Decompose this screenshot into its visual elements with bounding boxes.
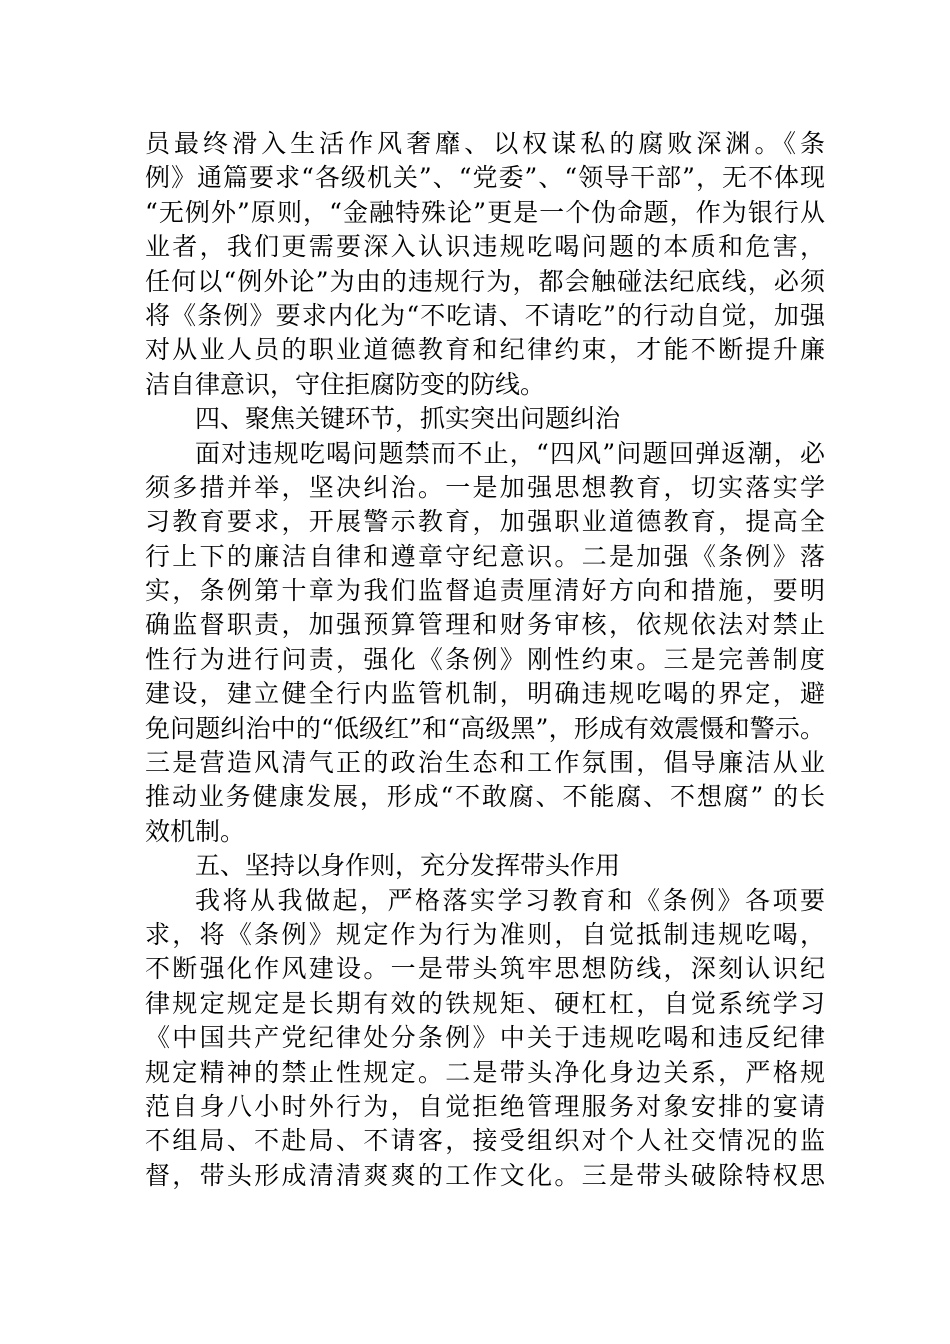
section-heading: 四、聚焦关键环节，抓实突出问题纠治	[195, 404, 621, 434]
text-line: 我将从我做起，严格落实学习教育和《条例》各项要	[195, 885, 825, 915]
section-heading: 五、坚持以身作则，充分发挥带头作用	[195, 851, 621, 881]
text-line: “无例外”原则，“金融特殊论”更是一个伪命题，作为银行从	[145, 197, 825, 227]
text-line: 洁自律意识，守住拒腐防变的防线。	[145, 369, 546, 399]
text-line: 面对违规吃喝问题禁而不止，“四风”问题回弹返潮，必	[195, 438, 825, 468]
text-line: 实，条例第十章为我们监督追责厘清好方向和措施，要明	[145, 576, 825, 606]
text-line: 将《条例》要求内化为“不吃请、不请吃”的行动自觉，加强	[145, 300, 825, 330]
text-line: 习教育要求，开展警示教育，加强职业道德教育，提高全	[145, 507, 825, 537]
text-line: 行上下的廉洁自律和遵章守纪意识。二是加强《条例》落	[145, 541, 825, 571]
text-line: 免问题纠治中的“低级红”和“高级黑”，形成有效震慑和警示。	[145, 713, 825, 743]
text-line: 推动业务健康发展，形成“不敢腐、不能腐、不想腐” 的长	[145, 782, 825, 812]
text-line: 业者，我们更需要深入认识违规吃喝问题的本质和危害，	[145, 232, 825, 262]
text-line: 规定精神的禁止性规定。二是带头净化身边关系，严格规	[145, 1057, 825, 1087]
document-body	[145, 127, 825, 1193]
text-line: 例》通篇要求“各级机关”、“党委”、“领导干部”，无不体现	[145, 163, 825, 193]
text-line: 须多措并举，坚决纠治。一是加强思想教育，切实落实学	[145, 472, 825, 502]
text-line: 任何以“例外论”为由的违规行为，都会触碰法纪底线，必须	[145, 266, 825, 296]
text-line: 效机制。	[145, 816, 246, 846]
text-line: 范自身八小时外行为，自觉拒绝管理服务对象安排的宴请	[145, 1091, 825, 1121]
text-line: 对从业人员的职业道德教育和纪律约束，才能不断提升廉	[145, 335, 825, 365]
text-line: 律规定规定是长期有效的铁规矩、硬杠杠，自觉系统学习	[145, 988, 825, 1018]
text-line: 不断强化作风建设。一是带头筑牢思想防线，深刻认识纪	[145, 954, 825, 984]
text-line: 《中国共产党纪律处分条例》中关于违规吃喝和违反纪律	[145, 1023, 825, 1053]
text-line: 建设，建立健全行内监管机制，明确违规吃喝的界定，避	[145, 679, 825, 709]
text-line: 求，将《条例》规定作为行为准则，自觉抵制违规吃喝，	[145, 919, 825, 949]
text-line: 不组局、不赴局、不请客，接受组织对个人社交情况的监	[145, 1126, 825, 1156]
text-line: 确监督职责，加强预算管理和财务审核，依规依法对禁止	[145, 610, 825, 640]
text-line: 性行为进行问责，强化《条例》刚性约束。三是完善制度	[145, 644, 825, 674]
text-line: 督，带头形成清清爽爽的工作文化。三是带头破除特权思	[145, 1160, 825, 1190]
text-line: 三是营造风清气正的政治生态和工作氛围，倡导廉洁从业	[145, 748, 825, 778]
text-line: 员最终滑入生活作风奢靡、以权谋私的腐败深渊。《条	[145, 129, 825, 158]
